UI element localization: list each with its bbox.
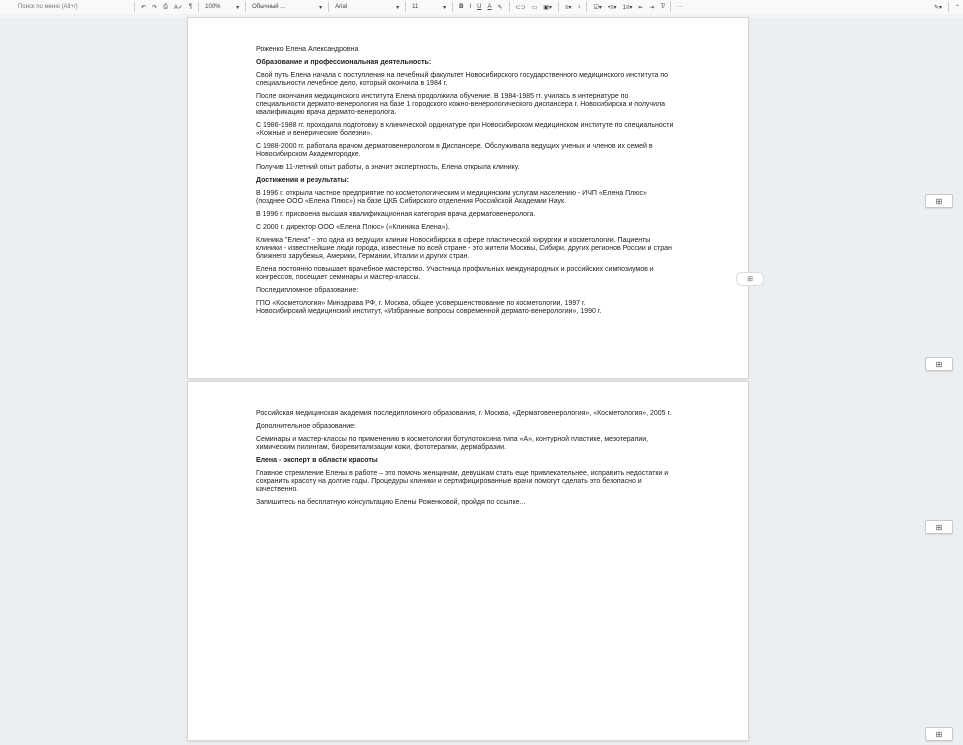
- add-comment-icon[interactable]: ⊞: [925, 520, 953, 534]
- paragraph: Получив 11-летний опыт работы, а значит экспертность, Елена открыла клинику.: [256, 164, 520, 171]
- zoom-select[interactable]: [202, 2, 242, 12]
- paragraph: Российская медицинская академия последипломного образования, г. Москва, «Дерматовенерология», «Косметология», 2005 г.: [256, 410, 672, 417]
- style-value: Обычный ...: [252, 4, 286, 10]
- chevron-down-icon: ▾: [319, 4, 323, 11]
- indent-icon[interactable]: ⇤: [638, 4, 644, 11]
- underline-button[interactable]: U: [477, 4, 482, 10]
- redo-icon[interactable]: ↷: [152, 4, 158, 11]
- italic-button[interactable]: I: [469, 4, 472, 10]
- toolbar: [0, 0, 963, 15]
- toolbar-divider: [948, 2, 949, 12]
- section-heading: Елена - эксперт в области красоты: [256, 457, 378, 464]
- font-select[interactable]: [332, 2, 402, 12]
- paragraph: В 1996 г. открыла частное предприятие по косметологическим и медицинским услугам населению - ИЧП «Елена Плюс» (позднее ООО «Елена Плюс») на базе ЦКБ Сибирского отделения Российской Академии Наук.: [256, 190, 647, 205]
- toolbar-divider: [405, 2, 406, 12]
- link-icon[interactable]: ⊂⊃: [515, 4, 526, 11]
- page-1-content[interactable]: [256, 46, 676, 321]
- numbered-list-icon[interactable]: 1≡▾: [622, 4, 633, 11]
- menu-search-input[interactable]: Поиск по меню (Alt+/): [18, 4, 78, 10]
- section-heading: Образование и профессиональная деятельность:: [256, 59, 432, 66]
- indent-increase-icon[interactable]: ⇥: [649, 4, 655, 11]
- paragraph: ГПО «Косметология» Минздрава РФ, г. Москва, общее усовершенствование по косметологии, 1997 г.: [256, 300, 586, 307]
- toolbar-divider: [509, 2, 510, 12]
- add-comment-icon[interactable]: ⊞: [925, 194, 953, 208]
- toolbar-divider: [245, 2, 246, 12]
- paragraph: С 1986-1988 гг. проходила подготовку в клинической ординатуре при Новосибирском медицинском институте по специальности «Кожные и венерические болезни».: [256, 122, 674, 137]
- paragraph: Свой путь Елена начала с поступления на лечебный факультет Новосибирского государственного медицинского института по специальности лечебное дело, который окончила в 1984 г.: [256, 72, 669, 87]
- paragraph: Елена постоянно повышает врачебное мастерство. Участница профильных международных и российских симпозиумов и конгрессов, посещает семинары и мастер-классы.: [256, 266, 654, 281]
- font-size-value: 11: [412, 4, 419, 10]
- font-size-select[interactable]: [409, 2, 449, 12]
- document-page-2[interactable]: [188, 382, 748, 740]
- toolbar-divider: [586, 2, 587, 12]
- spellcheck-icon[interactable]: A✓: [173, 4, 183, 11]
- paragraph: Клиника "Елена" - это одна из ведущих клиник Новосибирска в сфере пластической хирургии и косметологии. Пациенты клиники - известнейшие люди города, известные по всей стране - это жители Москвы, Сибири, других регионов России и стран ближнего зарубежья, Америки, Германии, Италии и других стран.: [256, 237, 672, 260]
- document-page-1[interactable]: [188, 18, 748, 378]
- bold-button[interactable]: B: [459, 4, 464, 10]
- paragraph: С 1988-2000 гг. работала врачом дерматовенерологом в Диспансере. Обслуживала ведущих ученых и членов их семей в Новосибирском Академгородке.: [256, 143, 653, 158]
- add-comment-icon[interactable]: ⊞: [925, 357, 953, 371]
- align-icon[interactable]: ≡▾: [564, 4, 572, 11]
- toolbar-divider: [558, 2, 559, 12]
- author-name: Роженко Елена Александровна: [256, 46, 359, 53]
- image-icon[interactable]: ▣▾: [543, 4, 552, 11]
- paragraph: После окончания медицинского института Елена продолжила обучение. В 1984-1985 гг. училась в интернатуре по специальности дермато-венерология на базе 1 городского кожно-венерологического диспансера г. Новосибирска и получила квалификацию врача дермато-венеролога.: [256, 93, 665, 116]
- highlight-icon[interactable]: ✎: [497, 4, 503, 11]
- checklist-icon[interactable]: ☑▾: [593, 4, 602, 11]
- chevron-down-icon: ▾: [236, 4, 240, 11]
- paragraph: Запишитесь на бесплатную консультацию Елены Роженковой, пройдя по ссылке...: [256, 499, 526, 506]
- section-heading: Дополнительное образование:: [256, 423, 356, 430]
- style-select[interactable]: [249, 2, 325, 12]
- comment-icon[interactable]: ▭: [531, 4, 538, 11]
- clear-format-icon[interactable]: T̸: [660, 4, 665, 10]
- section-heading: Последипломное образование:: [256, 287, 359, 294]
- toolbar-divider: [198, 2, 199, 12]
- paragraph: Семинары и мастер-классы по применению в косметологии ботулотоксина типа «А», контурной пластике, мезотерапии, химическим пилингам, биоревитализации кожи, фототерапии, дермабразии.: [256, 436, 649, 451]
- add-comment-icon[interactable]: ⊞: [925, 727, 953, 741]
- chevron-down-icon: ▾: [396, 4, 400, 11]
- collapse-icon[interactable]: ⌃: [954, 4, 960, 11]
- page-2-content[interactable]: [256, 410, 676, 512]
- undo-icon[interactable]: ↶: [141, 4, 147, 11]
- paragraph: В 1996 г. присвоена высшая квалификационная категория врача дерматовенеролога.: [256, 211, 536, 218]
- paint-format-icon[interactable]: ¶: [188, 4, 193, 10]
- text-color-button[interactable]: A: [487, 4, 492, 10]
- add-comment-icon[interactable]: ⊞: [736, 272, 764, 286]
- paragraph: Новосибирский медицинский институт, «Избранные вопросы современной дермато-венерологии», 1990 г.: [256, 308, 602, 315]
- paragraph: Главное стремление Елены в работе – это помочь женщинам, девушкам стать еще привлекательнее, исправить недостатки и сохранить красоту на долгие годы. Процедуры клиники и сертифицированные врачи помогут сделать это безопасно и качественно.: [256, 470, 669, 493]
- zoom-value: 100%: [205, 4, 221, 10]
- toolbar-divider: [328, 2, 329, 12]
- print-icon[interactable]: ⎙: [163, 3, 168, 10]
- line-spacing-icon[interactable]: ↕: [577, 4, 581, 10]
- more-button[interactable]: ···: [677, 4, 684, 10]
- toolbar-divider: [134, 2, 135, 12]
- font-value: Arial: [335, 4, 348, 10]
- section-heading: Достижения и результаты:: [256, 177, 349, 184]
- paragraph: С 2000 г. директор ООО «Елена Плюс» («Клиника Елена»).: [256, 224, 450, 231]
- toolbar-divider: [452, 2, 453, 12]
- bulleted-list-icon[interactable]: •≡▾: [607, 4, 617, 11]
- pen-icon[interactable]: ✎▾: [933, 4, 942, 11]
- chevron-down-icon: ▾: [443, 4, 447, 11]
- toolbar-divider: [670, 2, 671, 12]
